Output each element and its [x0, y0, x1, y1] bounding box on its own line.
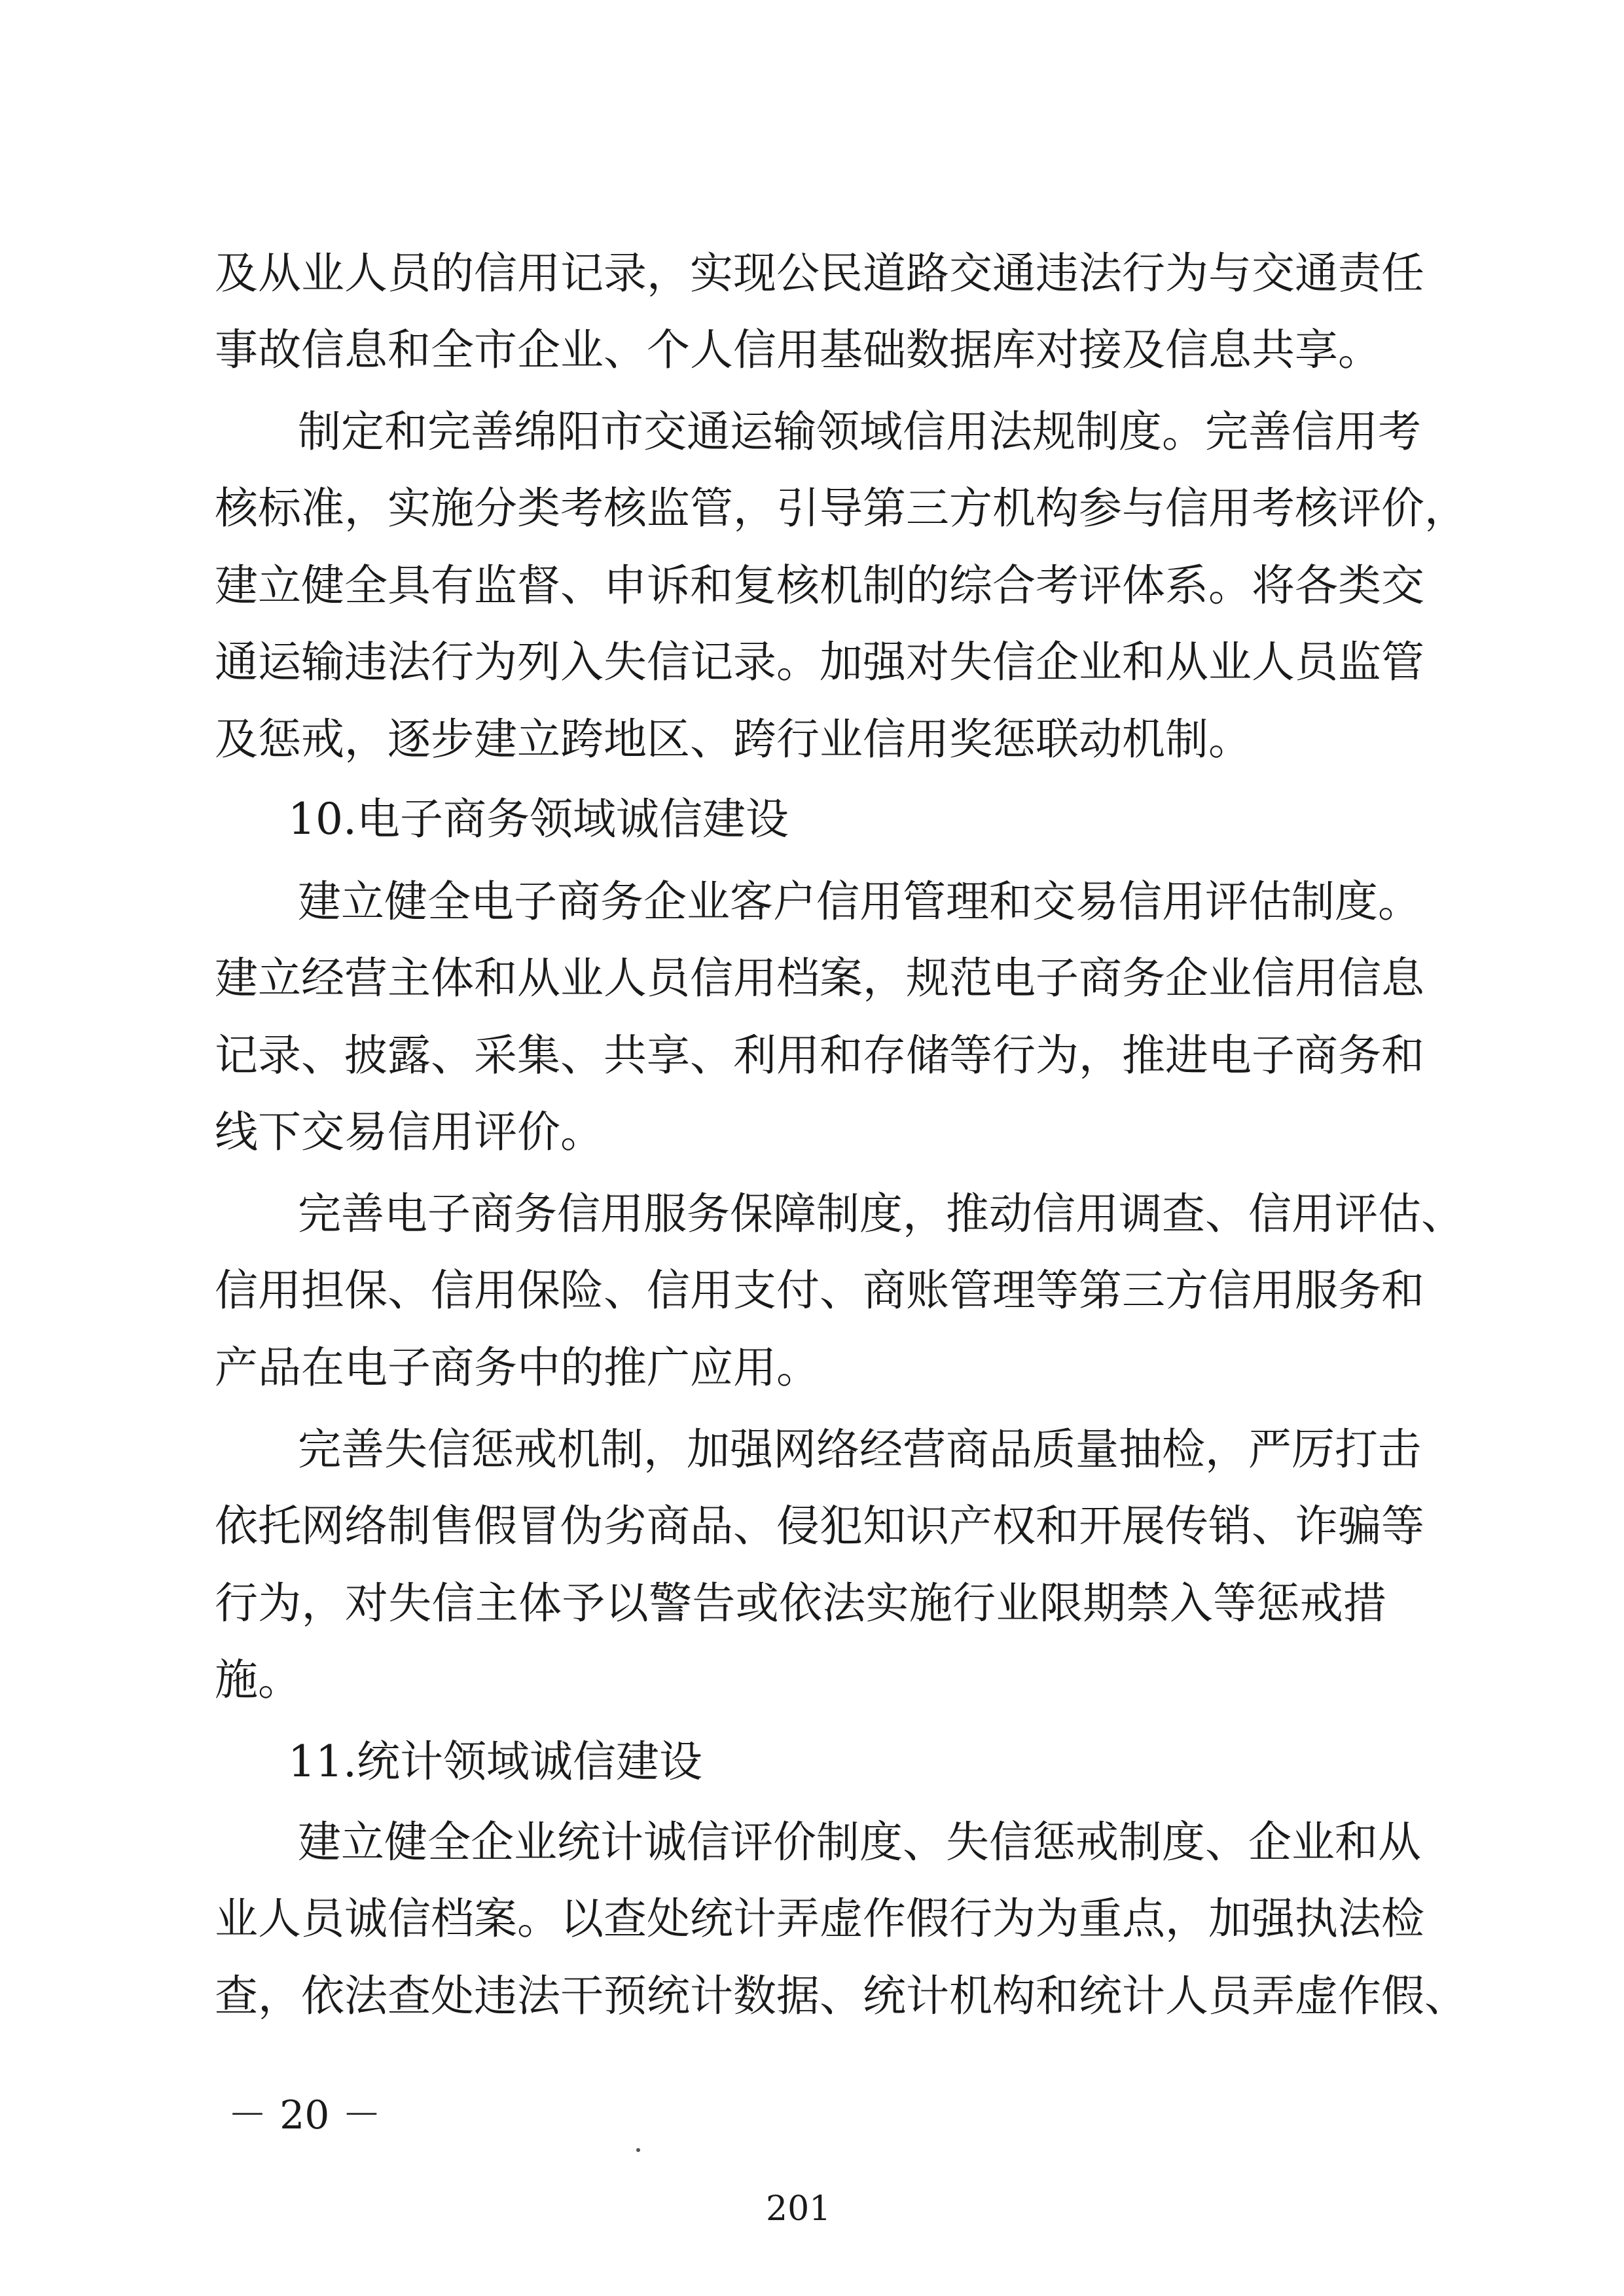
text-line: 业人员诚信档案。以查处统计弄虚作假行为为重点，加强执法检: [215, 1893, 1424, 1944]
text-line: 通运输违法行为列入失信记录。加强对失信企业和从业人员监管: [215, 637, 1424, 687]
text-line: 建立健全企业统计诚信评价制度、失信惩戒制度、企业和从: [298, 1817, 1421, 1867]
text-line: 产品在电子商务中的推广应用。: [215, 1342, 820, 1393]
text-line: 查，依法查处违法干预统计数据、统计机构和统计人员弄虚作假、: [215, 1971, 1468, 2021]
section-heading: 11.统计领域诚信建设: [288, 1736, 702, 1787]
text-line: 建立经营主体和从业人员信用档案，规范电子商务企业信用信息: [215, 953, 1424, 1003]
text-line: 完善失信惩戒机制，加强网络经营商品质量抽检，严厉打击: [298, 1424, 1421, 1475]
text-line: 建立健全电子商务企业客户信用管理和交易信用评估制度。: [298, 876, 1421, 927]
text-line: 事故信息和全市企业、个人信用基础数据库对接及信息共享。: [215, 325, 1381, 375]
text-line: 制定和完善绵阳市交通运输领域信用法规制度。完善信用考: [298, 406, 1421, 457]
scan-speck: [636, 2148, 640, 2152]
text-line: 及惩戒，逐步建立跨地区、跨行业信用奖惩联动机制。: [215, 714, 1252, 764]
page-number: － 20 －: [228, 2092, 382, 2138]
text-line: 依托网络制售假冒伪劣商品、侵犯知识产权和开展传销、诈骗等: [215, 1501, 1424, 1551]
text-line: 行为，对失信主体予以警告或依法实施行业限期禁入等惩戒措: [215, 1578, 1386, 1628]
text-line: 线下交易信用评价。: [215, 1107, 604, 1157]
text-line: 完善电子商务信用服务保障制度，推动信用调查、信用评估、: [298, 1189, 1464, 1239]
text-line: 信用担保、信用保险、信用支付、商账管理等第三方信用服务和: [215, 1265, 1424, 1316]
text-line: 建立健全具有监督、申诉和复核机制的综合考评体系。将各类交: [215, 560, 1424, 611]
text-line: 及从业人员的信用记录，实现公民道路交通违法行为与交通责任: [215, 248, 1424, 298]
text-line: 记录、披露、采集、共享、利用和存储等行为，推进电子商务和: [215, 1030, 1424, 1081]
footer-page-number: 201: [766, 2189, 831, 2229]
text-line: 核标准，实施分类考核监管，引导第三方机构参与信用考核评价，: [215, 483, 1468, 533]
text-line: 施。: [215, 1655, 301, 1705]
section-heading: 10.电子商务领域诚信建设: [288, 794, 789, 844]
